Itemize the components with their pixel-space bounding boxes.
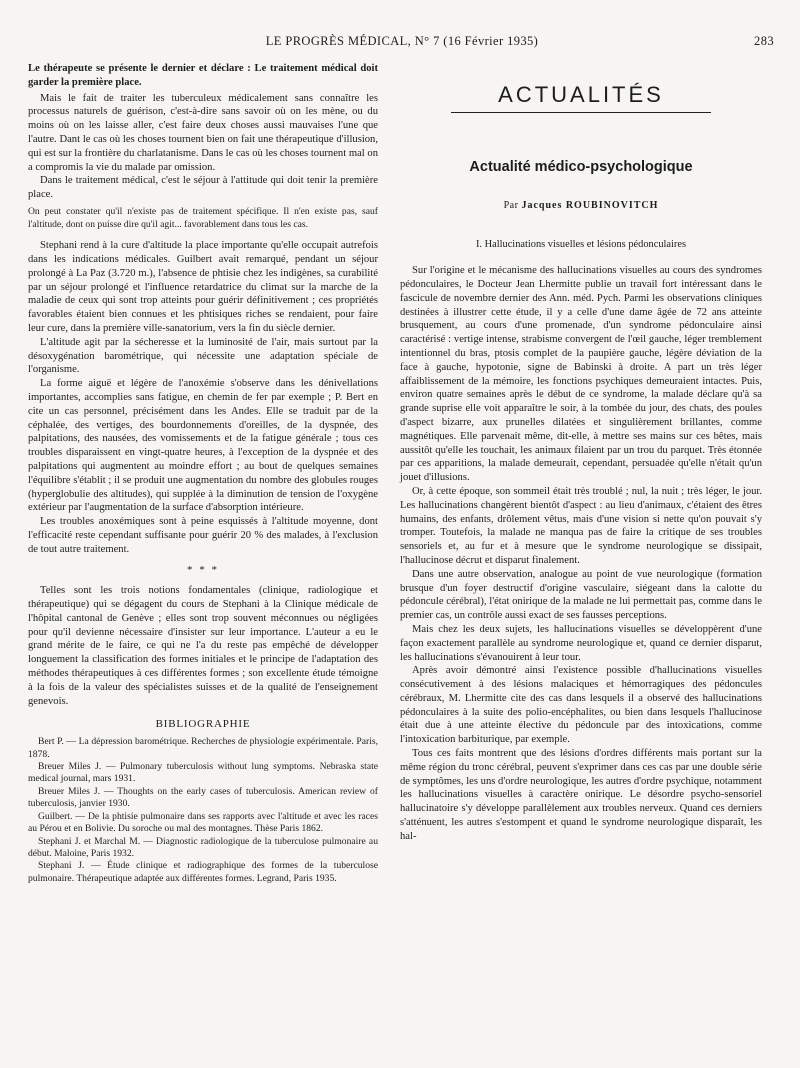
- paragraph: Mais chez les deux sujets, les hallucinations visuelles se développèrent d'une façon exactement parallèle au syndrome neurologique et, quand ce dernier disparut, les hallucinations s'évanouirent à leur tour.: [400, 623, 762, 663]
- byline: [400, 199, 762, 213]
- paragraph: Dans le traitement médical, c'est le séjour à l'attitude qui doit tenir la première place.: [28, 175, 378, 201]
- bibliography-entry: Guilbert. — De la phtisie pulmonaire dans ses rapports avec l'altitude et avec les races au Pérou et en Bolivie. Du soroche ou mal des montagnes. Thèse Paris 1862.: [28, 810, 378, 835]
- subsection-heading: I. Hallucinations visuelles et lésions pédonculaires: [475, 239, 687, 251]
- paragraph: Stephani rend à la cure d'altitude la place importante qu'elle occupait autrefois dans les indications médicales. Guilbert avait remarqué, pendant un séjour prolongé à La Paz (3.720 m.), l'absence de phtisie chez les indigènes, sa curabilité par un séjour prolongé et l'influence retardatrice du climat sur la marche de la maladie de ceux qui sont trop atteints pour guérir définitivement ; ces propriétés favorables étaient bien connues et les phtisiques riches se rendaient, pour faire leur cure, dans la première ville-sanatorium, vers la fin du siècle dernier.: [28, 240, 378, 334]
- lead-statement: Le thérapeute se présente le dernier et déclare : Le traitement médical doit garder la première place.: [28, 63, 378, 88]
- byline-prefix: Par: [503, 199, 519, 211]
- right-column: [400, 62, 762, 1062]
- byline-author: Jacques ROUBINOVITCH: [521, 199, 659, 211]
- running-title: LE PROGRÈS MÉDICAL, N° 7 (16 Février 1935): [265, 34, 539, 48]
- paragraph: Sur l'origine et le mécanisme des hallucinations visuelles au cours des syndromes pédonculaires, le Docteur Jean Lhermitte publie un travail fort intéressant dans le fascicule de novembre dernier des Ann. méd. Pych. Parmi les observations cliniques destinées à illustrer cette étude, il y a celle d'une dame âgée de 72 ans atteinte brusquement, au cours d'une promenade, d'un syndrome pédonculaire ainsi caractérisé : vertige intense, strabisme convergent de l'œil gauche, léger tremblement intentionnel du bras, ptosis complet de la paupière gauche, légère déviation de la face à gauche, hypotonie, signe de Babinski à droite. A part un très léger affaiblissement de la mémoire, les fonctions psychiques demeuraient intactes. Puis, environ quatre semaines après le début de ce syndrome, la malade déclare qu'à sa grande suprise elle voit apparaître le soir, à la tombée du jour, des chats, des poules d'aspect bizarre, aux prunelles dilatées et singulièrement brillantes, comme magnétiques. Elle parvenait même, dit-elle, à mettre ses mains sur ces bêtes, mais aussitôt qu'elle les touchait, les animaux filaient par un trou du parquet. Très étonnée par ces apparitions, la malade demeurait, cependant, persuadée qu'elle n'était qu'un jouet d'illusions.: [400, 265, 762, 484]
- paragraph: L'altitude agit par la sécheresse et la luminosité de l'air, mais surtout par la désoxygénation barométrique, qui nécessite une adaptation spéciale de l'organisme.: [28, 336, 378, 376]
- note-paragraph: On peut constater qu'il n'existe pas de traitement spécifique. Il n'en existe pas, sauf l'altitude, dont on puisse dire qu'il agit... favorablement dans tous les cas.: [28, 205, 378, 230]
- section-heading: ACTUALITÉS: [498, 82, 664, 107]
- section-separator: * * *: [187, 564, 219, 577]
- bibliography-entry: Breuer Miles J. — Pulmonary tuberculosis without lung symptoms. Nebraska state medical journal, mars 1931.: [28, 761, 378, 785]
- bibliography-entry: Bert P. — La dépression barométrique. Recherches de physiologie expérimentale. Paris, 1878.: [28, 736, 378, 760]
- bibliography-entry: Stephani J. et Marchal M. — Diagnostic radiologique de la tuberculose pulmonaire au début. Maloine, Paris 1932.: [28, 835, 378, 859]
- bibliography-list: [28, 736, 378, 885]
- paragraph: Or, à cette époque, son sommeil était très troublé ; nul, la nuit ; très léger, le jour. Les hallucinations changèrent bientôt d'aspect : au lieu d'animaux, c'étaient des êtres humains, des enfants, drôlement vêtus, mais d'une vision si nette qu'on pouvait s'y tromper. Toutefois, la malade ne manqua pas de faire la critique de ses troubles sensoriels et, au fur et à mesure que le syndrome neurologique se dissipait, l'hallucinose décrut et disparut finalement.: [400, 485, 762, 566]
- page-number: 283: [754, 34, 774, 48]
- paragraph: Après avoir démontré ainsi l'existence possible d'hallucinations visuelles consécutivement à des lésions malaciques et hémorragiques des pédoncules cérébraux, M. Lhermitte cite des cas dans lesquels il a observé des hallucinations pédonculaires à la suite des polio-encéphalites, ou bien dans lesquels l'hallucinose était due à une atteinte élective du pédoncule par des intoxications, comme l'intoxication barbiturique, par exemple.: [400, 665, 762, 746]
- bibliography-entry: Breuer Miles J. — Thoughts on the early cases of tuberculosis. American review of tuberculosis, janvier 1930.: [28, 785, 378, 810]
- bibliography-heading: BIBLIOGRAPHIE: [155, 718, 251, 731]
- paragraph: Les troubles anoxémiques sont à peine esquissés à l'altitude moyenne, dont l'efficacité reste cependant suffisante pour guérir 20 % des malades, à l'exclusion de tout autre traitement.: [28, 516, 378, 555]
- left-column: [28, 62, 378, 1062]
- running-header: [30, 34, 774, 52]
- heading-rule: [451, 112, 711, 113]
- paragraph: La forme aiguë et légère de l'anoxémie s'observe dans les dénivellations importantes, accomplies sans fatigue, en chemin de fer par exemple ; P. Bert en cite un cas personnel, précisément dans les Andes. Elle se traduit par de la céphalée, des vertiges, des bourdonnements d'oreilles, de la dyspnée, des palpitations, des nausées, des vomissements et de la fatigue générale ; tous ces troubles disparaissent en vingt-quatre heures, à l'exception de la dyspnée et des palpitations qui augmentent au moindre effort ; au bout de quelques semaines l'équilibre s'établit ; il se produit une augmentation du nombre des globules rouges (hyperglobulie des altitudes), qui supplée à la diminution de tension de l'oxygène extérieur par l'augmentation de la surface d'absorption intérieure.: [28, 378, 378, 514]
- paragraph: Mais le fait de traiter les tuberculeux médicalement sans connaître les processus naturels de guérison, c'est-à-dire sans savoir où on les mène, ou du moins où on les laisse aller, c'est faire deux choses aussi mauvaises l'une que l'autre. Dant le cas où les choses tournent bien on fait une thérapeutique d'illusion, qui est sur la frontière du charlatanisme. Dans le cas où les choses tournent mal on a compromis la vie du malade par omission.: [28, 92, 378, 173]
- bibliography-entry: Stephani J. — Étude clinique et radiographique des formes de la tuberculose pulmonaire. Thérapeutique adaptée aux différentes formes. Legrand, Paris 1935.: [28, 860, 378, 884]
- paragraph: Telles sont les trois notions fondamentales (clinique, radiologique et thérapeutique) qui se dégagent du cours de Stephani à la Clinique médicale de l'hôpital cantonal de Genève ; elles sont trop souvent méconnues ou négligées pour qu'il devienne nécessaire d'insister sur leur importance. L'auteur a eu le grand mérite de le faire, ce qui ne l'a du reste pas empêché de développer longuement la classification des formes initiales et le principe de l'adaptation des méthodes thérapeutiques à ces différentes formes ; son excellente étude témoigne à la fois de la valeur des spécialistes suisses et de la qualité de l'enseignement genevois.: [28, 585, 378, 707]
- paragraph: Tous ces faits montrent que des lésions d'ordres différents mais portant sur la même région du tronc cérébral, peuvent s'exprimer dans ces cas par une double série de symptômes, les uns d'ordre neurologique, les autres d'ordre psychique, notamment les hallucinations visuelles à caractère onirique. Le désordre psycho-sensoriel hallucinatoire s'y développe parallèlement aux troubles nerveux. Quand ces derniers s'atténuent, les autres s'estompent et quand le syndrome neurologique disparaît, les hal-: [400, 748, 762, 842]
- article-title: Actualité médico-psychologique: [469, 158, 693, 175]
- paragraph: Dans une autre observation, analogue au point de vue neurologique (formation brusque d'un foyer destructif d'origine vasculaire, siégeant dans la calotte du pédoncule cérébral), l'état onirique de la malade ne lui permettait pas, comme dans le premier cas, un contrôle aussi exact de ses fausses perceptions.: [400, 568, 762, 622]
